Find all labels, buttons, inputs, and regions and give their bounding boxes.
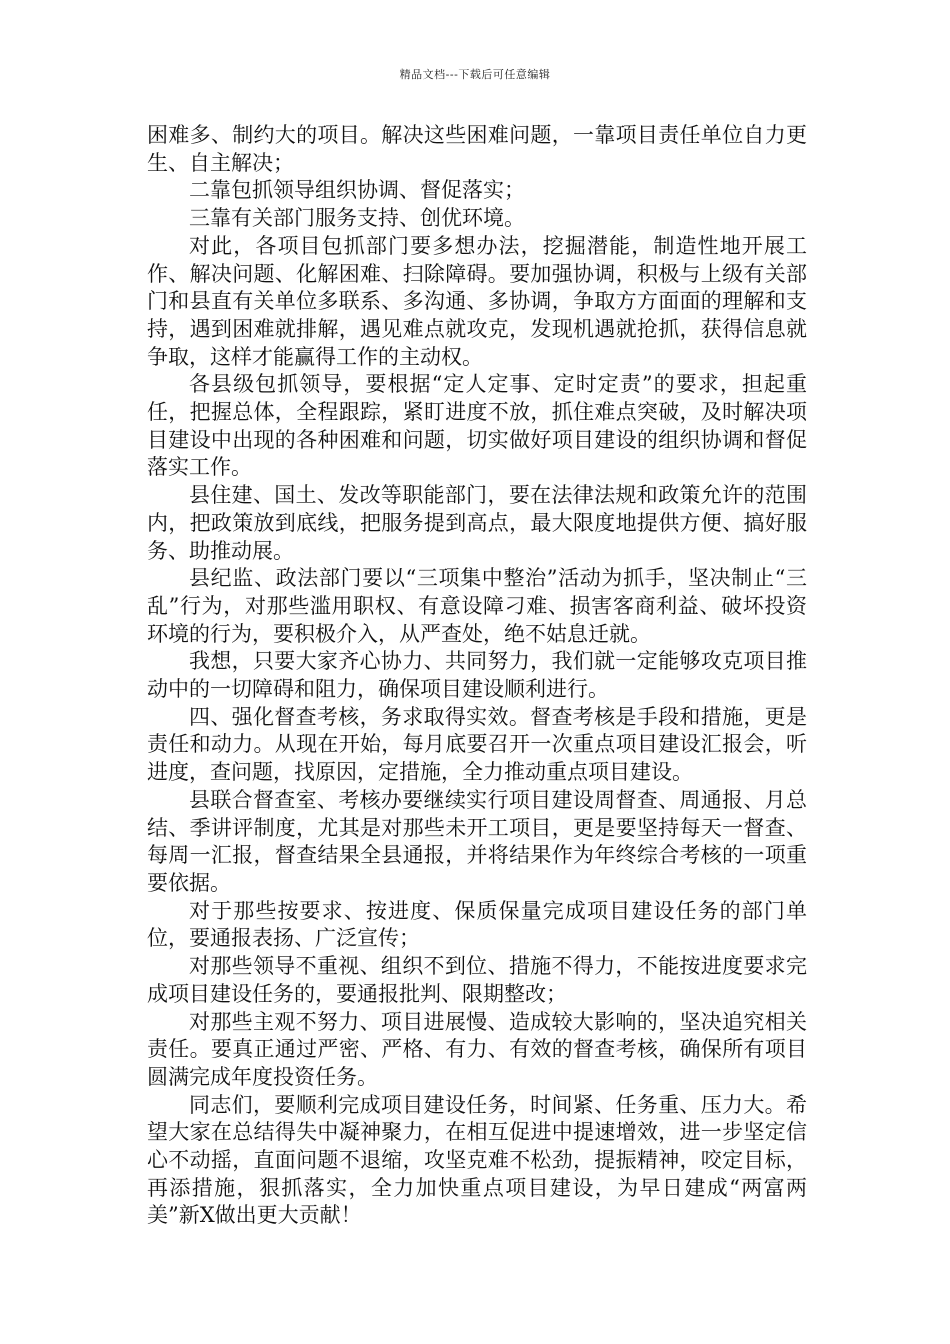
paragraph: 对于那些按要求、按进度、保质保量完成项目建设任务的部门单位，要通报表扬、广泛宣传；	[147, 898, 807, 951]
paragraph: 四、强化督查考核，务求取得实效。督查考核是手段和措施，更是责任和动力。从现在开始，每月底要召开一次重点项目建设汇报会，听进度，查问题，找原因，定措施，全力推动重点项目建设。	[147, 704, 807, 785]
paragraph: 三靠有关部门服务支持、创优环境。	[189, 206, 525, 231]
paragraph: 各县级包抓领导，要根据“定人定事、定时定责”的要求，担起重任，把握总体，全程跟踪，紧盯进度不放，抓住难点突破，及时解决项目建设中出现的各种困难和问题，切实做好项目建设的组织协调和督促落实工作。	[147, 372, 807, 480]
paragraph: 困难多、制约大的项目。解决这些困难问题，一靠项目责任单位自力更生、自主解决；	[147, 123, 807, 175]
paragraph: 对那些主观不努力、项目进展慢、造成较大影响的，坚决追究相关责任。要真正通过严密、严格、有力、有效的督查考核，确保所有项目圆满完成年度投资任务。	[147, 1009, 807, 1089]
paragraph: 县联合督查室、考核办要继续实行项目建设周督查、周通报、月总结、季讲评制度，尤其是对那些未开工项目，更是要坚持每天一督查、每周一汇报，督查结果全县通报，并将结果作为年终综合考核的一项重要依据。	[147, 787, 807, 895]
document-body	[147, 122, 807, 1230]
paragraph: 对此，各项目包抓部门要多想办法，挖掘潜能，制造性地开展工作、解决问题、化解困难、扫除障碍。要加强协调，积极与上级有关部门和县直有关单位多联系、多沟通、多协调，争取方方面面的理解和支持，遇到困难就排解，遇见难点就攻克，发现机遇就抢抓，获得信息就争取，这样才能赢得工作的主动权。	[147, 233, 807, 369]
paragraph: 我想，只要大家齐心协力、共同努力，我们就一定能够攻克项目推动中的一切障碍和阻力，确保项目建设顺利进行。	[147, 649, 807, 702]
paragraph: 二靠包抓领导组织协调、督促落实；	[189, 178, 525, 203]
paragraph: 对那些领导不重视、组织不到位、措施不得力，不能按进度要求完成项目建设任务的，要通报批判、限期整改；	[147, 954, 807, 1006]
paragraph: 县纪监、政法部门要以“三项集中整治”活动为抓手，坚决制止“三乱”行为，对那些滥用职权、有意设障刁难、损害客商利益、破坏投资环境的行为，要积极介入，从严查处，绝不姑息迁就。	[147, 566, 807, 646]
paragraph: 同志们，要顺利完成项目建设任务，时间紧、任务重、压力大。希望大家在总结得失中凝神聚力，在相互促进中提速增效，进一步坚定信心不动摇，直面问题不退缩，攻坚克难不松劲，提振精神，咬定目标，再添措施，狠抓落实，全力加快重点项目建设，为早日建成“两富两美”新X做出更大贡献！	[147, 1092, 807, 1228]
paragraph: 县住建、国土、发改等职能部门，要在法律法规和政策允许的范围内，把政策放到底线，把服务提到高点，最大限度地提供方便、搞好服务、助推动展。	[147, 483, 807, 563]
page-header: 精品文档---下载后可任意编辑	[399, 68, 551, 81]
